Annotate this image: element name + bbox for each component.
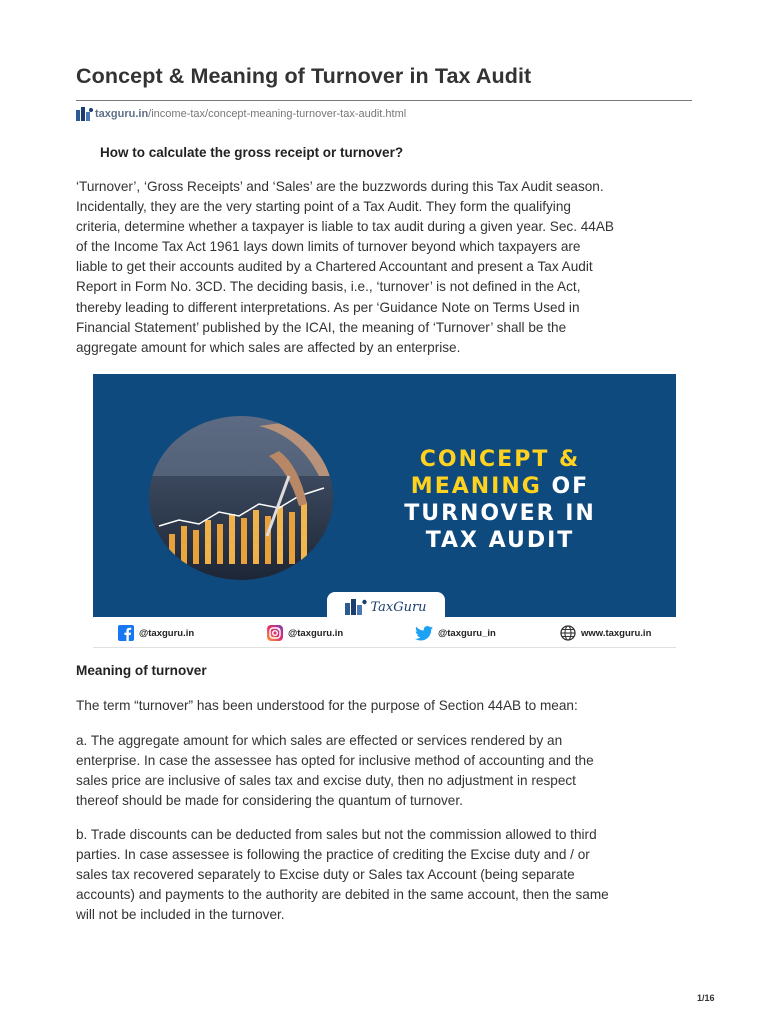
title-divider [76,100,692,101]
point-a-paragraph [76,731,696,811]
point-a-line: a. The aggregate amount for which sales are effected or services rendered by an [76,733,563,748]
social-label: @taxguru.in [139,627,195,639]
banner-logo [327,592,445,622]
point-b-paragraph [76,825,696,925]
facebook-icon [118,625,134,641]
intro-paragraph [76,177,696,358]
banner-line-3: TURNOVER IN [404,501,596,526]
social-twitter [415,624,496,642]
source-link[interactable] [76,106,406,122]
point-b-line: accounts) and payments to the authority are debited in the same account, then the same [76,887,609,903]
point-b-line: parties. In case assessee is following the practice of crediting the Excise duty and / or [76,847,590,863]
banner-line-4: TAX AUDIT [425,528,575,553]
intro-line: criteria, determine whether a taxpayer is liable to tax audit during a given year. Sec. 44AB [76,219,615,235]
intro-line: Incidentally, they are the very starting point of a Tax Audit. They form the qualifying [76,199,571,215]
banner-line-2-rest: OF [541,474,590,499]
source-domain: taxguru.in [95,108,149,120]
taxguru-logo-icon [76,107,93,121]
social-instagram [267,624,343,642]
intro-line: liable to get their accounts audited by a Chartered Accountant and present a Tax Audit [76,259,593,275]
taxguru-logo-icon [345,599,367,615]
intro-line: thereby leading to different interpretations. As per ‘Guidance Note on Terms Used in [76,299,580,315]
intro-line: Financial Statement’ published by the ICAI, the meaning of ‘Turnover’ shall be the [76,319,567,335]
intro-line: aggregate amount for which sales are affected by an enterprise. [76,339,461,355]
banner-headline [365,446,635,554]
section-question: How to calculate the gross receipt or turnover? [100,145,404,160]
intro-line: ‘Turnover’, ‘Gross Receipts’ and ‘Sales’ are the buzzwords during this Tax Audit season. [76,179,604,194]
banner-logo-text: TaxGuru [370,599,427,615]
finance-chart-illustration [149,416,333,580]
page-number: 1/16 [697,993,715,1003]
instagram-icon [267,625,283,641]
meaning-intro-line: The term “turnover” has been understood for the purpose of Section 44AB to mean: [76,698,578,713]
social-label: @taxguru_in [438,627,496,639]
social-label: @taxguru.in [288,627,344,639]
source-path: /income-tax/concept-meaning-turnover-tax-audit.html [148,108,407,120]
point-a-line: thereof should be made for considering the quantum of turnover. [76,793,463,809]
article-banner-image [93,374,676,647]
social-website [560,624,651,642]
meaning-intro [76,696,696,716]
meaning-heading: Meaning of turnover [76,663,207,678]
social-label: www.taxguru.in [581,627,652,639]
twitter-icon [415,626,433,641]
point-b-line: sales tax recovered separately to Excise duty or Sales tax Account (being separate [76,867,575,883]
point-b-line: b. Trade discounts can be deducted from sales but not the commission allowed to third [76,827,597,842]
social-facebook [118,624,194,642]
banner-line-2-accent: MEANING [410,474,542,499]
globe-icon [560,625,576,641]
intro-line: Report in Form No. 3CD. The deciding basis, i.e., ‘turnover’ is not defined in the Act, [76,279,581,295]
intro-line: of the Income Tax Act 1961 lays down limits of turnover beyond which taxpayers are [76,239,581,255]
point-a-line: sales price are inclusive of sales tax and excise duty, then no adjustment in respect [76,773,576,789]
banner-line-1: CONCEPT & [419,447,581,472]
page-title: Concept & Meaning of Turnover in Tax Audit [76,64,532,88]
point-b-line: will not be included in the turnover. [76,907,285,923]
point-a-line: enterprise. In case the assessee has opted for inclusive method of accounting and the [76,753,594,769]
